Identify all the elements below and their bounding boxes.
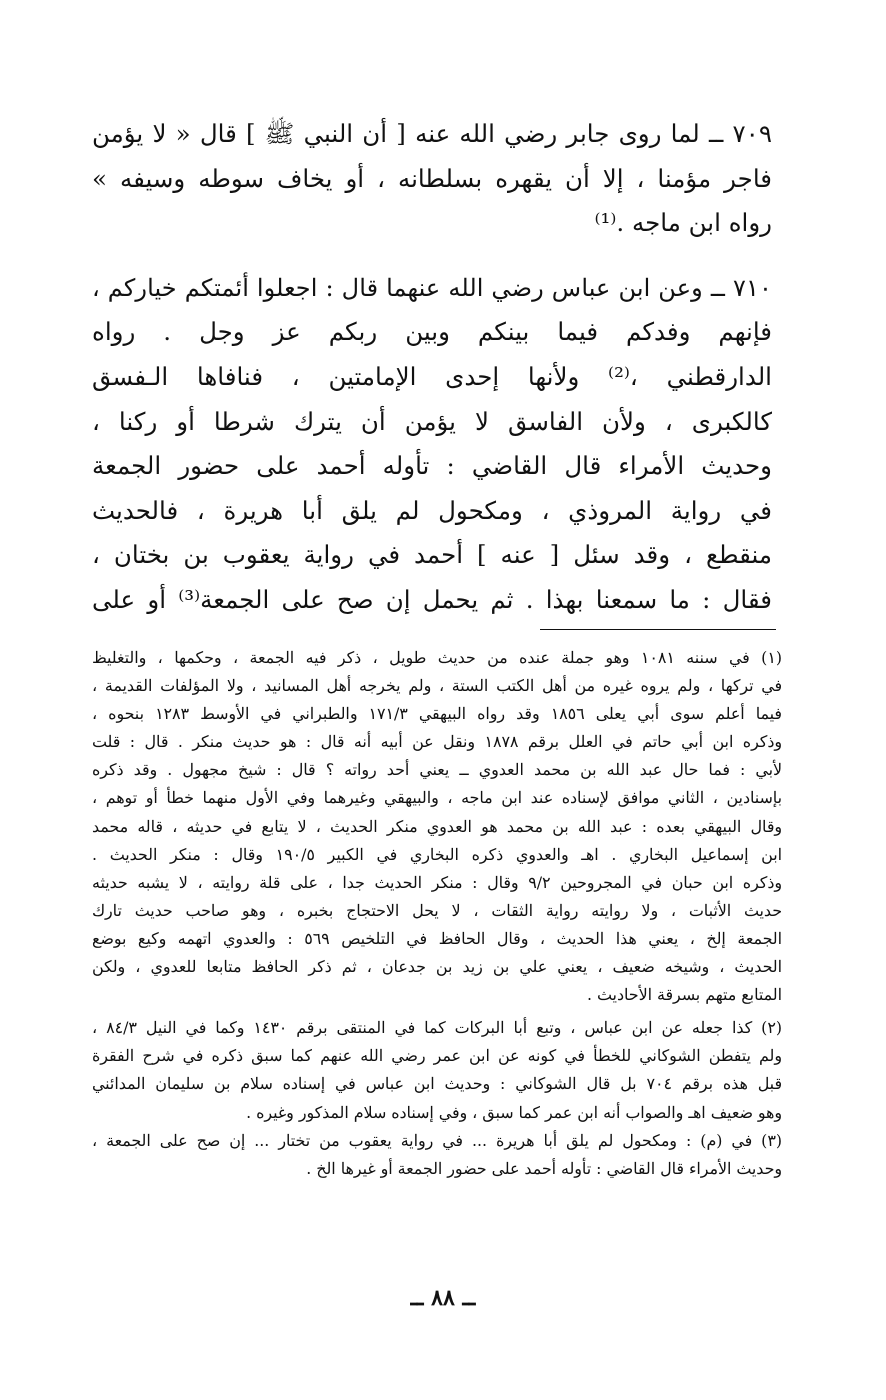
text-line: فاجر مؤمنا ، إلا أن يقهره بسلطانه ، أو يخاف سوطه وسيفه » <box>92 163 772 193</box>
text-line: كالكبرى ، ولأن الفاسق لا يؤمن أن يترك شرطا أو ركنا ، <box>92 406 772 436</box>
entry-709 <box>92 112 772 246</box>
footnote-line: حديث الأثبات ، ولا روايته رواية الثقات ، لا يحل الاحتجاج بخبره ، وهو صاحب حديث تارك <box>92 900 782 920</box>
footnote-line: قبل هذه برقم ٧٠٤ بل قال الشوكاني : وحديث ابن عباس في إسناده سلام بن سليمان المدائني <box>92 1074 782 1094</box>
footnote-line: وذكره ابن أبي حاتم في العلل برقم ١٨٧٨ ونقل عن أبيه أنه قال : هو حديث منكر . قال : قلت <box>92 732 782 752</box>
page-number: ــ ٨٨ ــ <box>410 1285 476 1311</box>
footnote-line: وحديث الأمراء قال القاضي : تأوله أحمد على حضور الجمعة أو غيرها الخ . <box>306 1158 782 1178</box>
footnote-line: وذكره ابن حبان في المجروحين ٩/٢ وقال : منكر الحديث جدا ، على قلة روايته ، لا يشبه حديثه <box>92 872 782 892</box>
text-line: وحديث الأمراء قال القاضي : تأوله أحمد على حضور الجمعة <box>92 451 772 481</box>
footnote-line: الجمعة إلخ ، يعني هذا الحديث ، وقال الحافظ في التلخيص ٥٦٩ : والعدوي اتهمه وكيع بوضع <box>92 928 782 948</box>
footnote-line: فيما أعلم سوى أبي يعلى ١٨٥٦ وقد رواه البيهقي ١٧١/٣ والطبراني في الأوسط ١٢٨٣ بنحوه ، <box>92 704 782 724</box>
text-line: فإنهم وفدكم فيما بينكم وبين ربكم عز وجل . رواه <box>92 317 772 347</box>
footnote-2 <box>92 1014 782 1126</box>
footnote-line: الحديث ، وشيخه ضعيف ، يعني علي بن زيد بن جدعان ، ثم ذكر الحافظ متابعا للعدوي ، ولكن <box>92 957 782 977</box>
footnote-line: ابن إسماعيل البخاري . اهـ والعدوي ذكره البخاري في الكبير ١٩٠/٥ وقال : منكر الحديث . <box>92 844 782 864</box>
footnote-line: (٢) كذا جعله عن ابن عباس ، وتبع أبا البركات كما في المنتقى برقم ١٤٣٠ وكما في النيل ٨٤/٣ ، <box>92 1018 782 1038</box>
footnotes <box>92 644 782 1183</box>
footnote-line: وقال البيهقي بعده : عبد الله بن محمد هو العدوي منكر الحديث ، لا يتابع في حديثه ، قاله محمد <box>92 816 782 836</box>
footnote-line: في تركها ، ولم يروه غيره من أهل الكتب الستة ، ولم يخرجه أهل المسانيد ، ولا المؤلفات القديمة ، <box>92 676 782 696</box>
footnote-3 <box>92 1127 782 1183</box>
text-line: ٧٠٩ ــ لما روى جابر رضي الله عنه [ أن النبي ﷺ ] قال « لا يؤمن <box>92 119 772 148</box>
text-line: فقال : ما سمعنا بهذا . ثم يحمل إن صح على الجمعة⁽³⁾ أو على <box>92 584 772 614</box>
entry-710 <box>92 266 772 623</box>
footnote-line: (١) في سننه ١٠٨١ وهو جملة عنده من حديث طويل ، ذكر فيه الجمعة ، وحكمها ، والتغليظ <box>92 648 782 667</box>
footnote-line: المتابع متهم بسرقة الأحاديث . <box>587 985 782 1005</box>
footnote-line: بإسنادين ، الثاني موافق لإسناده عند ابن ماجه ، والبيهقي وغيرهما وفي الأول منهما خطأ أو توهم ، <box>92 788 782 808</box>
text-line: رواه ابن ماجه .⁽¹⁾ <box>594 208 772 238</box>
text-line: منقطع ، وقد سئل [ عنه ] أحمد في رواية يعقوب بن بختان ، <box>92 540 772 570</box>
footnote-line: (٣) في (م) : ومكحول لم يلق أبا هريرة ... في رواية يعقوب من تختار ... إن صح على الجمعة ، <box>92 1130 782 1150</box>
footnote-line: ولم يتفطن الشوكاني للخطأ في كونه عن ابن عمر رضي الله عنهم كما سبق ذكره في شرح الفقرة <box>92 1046 782 1066</box>
text-line: ٧١٠ ــ وعن ابن عباس رضي الله عنهما قال : اجعلوا أئمتكم خياركم ، <box>92 273 772 302</box>
text-line: في رواية المروذي ، ومكحول لم يلق أبا هريرة ، فالحديث <box>92 495 772 525</box>
footnote-line: لأبي : فما حال عبد الله بن محمد العدوي ــ يعني أحد رواته ؟ قال : شيخ مجهول . وقد ذكره <box>92 760 782 780</box>
footnote-separator <box>540 629 776 630</box>
footnote-1 <box>92 644 782 1009</box>
text-line: الدارقطني ،⁽²⁾ ولأنها إحدى الإمامتين ، فنافاها الـفسق <box>92 361 772 391</box>
paragraph-gap <box>92 246 772 266</box>
footnote-line: وهو ضعيف اهـ والصواب أنه ابن عمر كما سبق ، وفي إسناده سلام المذكور وغيره . <box>246 1102 782 1122</box>
main-text <box>92 112 772 623</box>
